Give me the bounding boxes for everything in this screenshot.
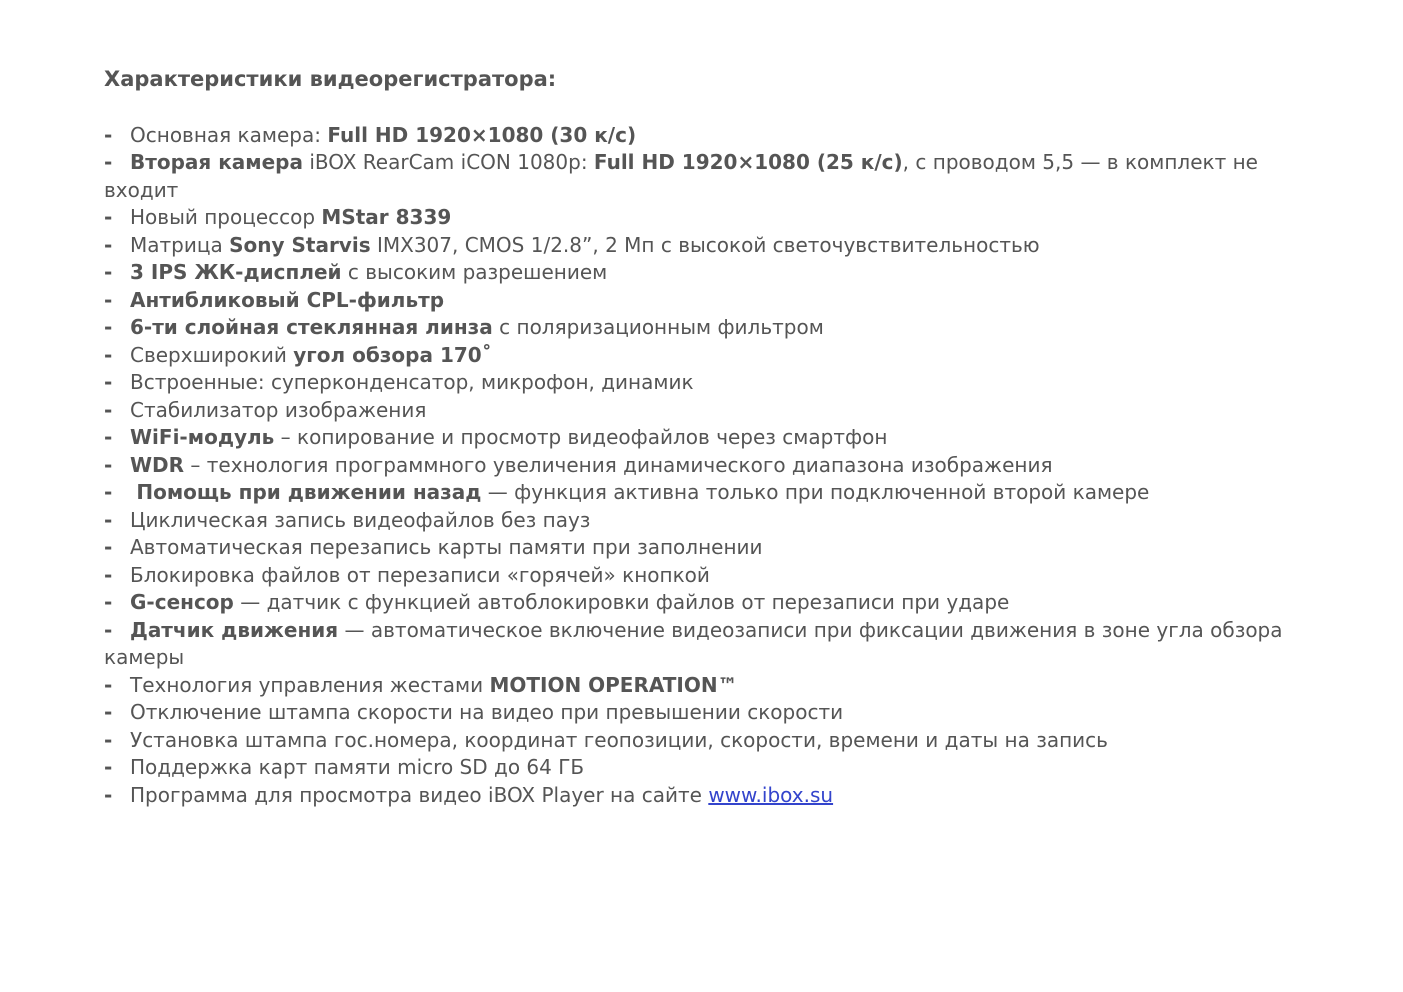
bullet-dash: - — [104, 122, 113, 147]
bullet-dash: - — [104, 342, 113, 367]
spec-text: Встроенные: суперконденсатор, микрофон, динамик — [130, 370, 694, 394]
spec-text-bold: Full HD 1920×1080 (25 к/с) — [593, 150, 903, 174]
spec-text: – технология программного увеличения динамического диапазона изображения — [184, 452, 1053, 477]
spec-item — [104, 424, 1334, 452]
spec-item — [104, 452, 1334, 480]
spec-text-bold: WDR — [130, 452, 185, 477]
bullet-dash: - — [104, 370, 113, 394]
spec-item — [104, 699, 1334, 727]
bullet-dash: - — [104, 232, 113, 257]
spec-text-bold: Вторая камера — [130, 150, 303, 174]
spec-text: — датчик с функцией автоблокировки файлов от перезаписи при ударе — [233, 590, 1010, 614]
spec-text: Новый процессор — [130, 205, 322, 229]
spec-text: — автоматическое включение видеозаписи при фиксации движения в зоне угла обзора камеры — [104, 617, 1283, 669]
spec-text-bold: Датчик движения — [130, 617, 339, 642]
spec-text-bold: Антибликовый CPL-фильтр — [130, 287, 445, 312]
spec-text: Программа для просмотра видео iBOX Player на сайте — [130, 782, 709, 807]
spec-text-bold: Sony Starvis — [229, 232, 371, 257]
spec-text: с поляризационным фильтром — [492, 315, 824, 339]
bullet-dash: - — [104, 700, 113, 724]
spec-text: Основная камера: — [130, 122, 328, 147]
spec-text-bold: 3 IPS ЖК-дисплей — [130, 260, 342, 284]
bullet-dash: - — [104, 535, 113, 559]
spec-text: iBOX RearCam iCON 1080p: — [303, 150, 594, 174]
bullet-dash: - — [104, 452, 113, 477]
bullet-dash: - — [104, 397, 113, 422]
spec-text-bold: Full HD 1920×1080 (30 к/с) — [327, 122, 637, 147]
spec-item — [104, 589, 1334, 617]
spec-text: – копирование и просмотр видеофайлов через смартфон — [274, 425, 888, 449]
spec-item — [104, 149, 1334, 204]
spec-item — [104, 754, 1334, 782]
bullet-dash: - — [104, 287, 113, 312]
spec-item — [104, 782, 1334, 810]
bullet-dash: - — [104, 672, 113, 697]
bullet-dash: - — [104, 425, 113, 449]
website-link[interactable]: www.ibox.su — [708, 782, 834, 807]
spec-item — [104, 259, 1334, 287]
bullet-dash: - — [104, 315, 113, 339]
spec-item — [104, 617, 1334, 672]
spec-text: Циклическая запись видеофайлов без пауз — [130, 507, 591, 532]
spec-text-bold: WiFi-модуль — [130, 425, 275, 449]
spec-text: Сверхширокий — [130, 342, 294, 367]
spec-item — [104, 369, 1334, 397]
spec-item — [104, 534, 1334, 562]
spec-text: Матрица — [130, 232, 230, 257]
spec-item — [104, 232, 1334, 260]
spec-text: Технология управления жестами — [130, 672, 490, 697]
spec-item — [104, 314, 1334, 342]
spec-item — [104, 507, 1334, 535]
spec-item — [104, 727, 1334, 755]
bullet-dash: - — [104, 755, 113, 779]
bullet-dash: - — [104, 590, 113, 614]
spec-item — [104, 562, 1334, 590]
spec-text: Отключение штампа скорости на видео при превышении скорости — [130, 700, 844, 724]
spec-item — [104, 479, 1334, 507]
spec-item — [104, 204, 1334, 232]
spec-item — [104, 342, 1334, 370]
bullet-dash: - — [104, 150, 113, 174]
spec-text-bold: G-сенсор — [130, 590, 234, 614]
bullet-dash: - — [104, 727, 113, 752]
spec-text-bold: Помощь при движении назад — [136, 480, 482, 504]
bullet-dash: - — [104, 205, 113, 229]
spec-text-bold: 6-ти слойная стеклянная линза — [130, 315, 493, 339]
spec-text: Стабилизатор изображения — [130, 397, 427, 422]
bullet-dash: - — [104, 617, 113, 642]
bullet-dash: - — [104, 480, 113, 504]
page-title: Характеристики видеорегистратора: — [104, 67, 557, 91]
bullet-dash: - — [104, 782, 113, 807]
spec-text-bold: MStar 8339 — [321, 205, 452, 229]
spec-list — [104, 122, 1334, 810]
spec-text-bold: MOTION OPERATION™ — [489, 672, 738, 697]
spec-text-bold: угол обзора 170˚ — [293, 342, 492, 367]
spec-text: Поддержка карт памяти micro SD до 64 ГБ — [130, 755, 585, 779]
spec-text: IMX307, CMOS 1/2.8”, 2 Мп с высокой светочувствительностью — [370, 232, 1040, 257]
spec-text: Автоматическая перезапись карты памяти при заполнении — [130, 535, 763, 559]
spec-item — [104, 672, 1334, 700]
bullet-dash: - — [104, 507, 113, 532]
spec-item — [104, 122, 1334, 150]
bullet-dash: - — [104, 562, 113, 587]
spec-sheet — [104, 64, 1334, 809]
spec-item — [104, 397, 1334, 425]
spec-item — [104, 287, 1334, 315]
spec-text: Блокировка файлов от перезаписи «горячей» кнопкой — [130, 562, 710, 587]
spec-text: Установка штампа гос.номера, координат геопозиции, скорости, времени и даты на запись — [130, 727, 1108, 752]
bullet-dash: - — [104, 260, 113, 284]
spec-text: с высоким разрешением — [341, 260, 608, 284]
spec-text: — функция активна только при подключенной второй камере — [481, 480, 1150, 504]
spec-text: , с проводом 5,5 — в комплект не входит — [104, 150, 1258, 202]
